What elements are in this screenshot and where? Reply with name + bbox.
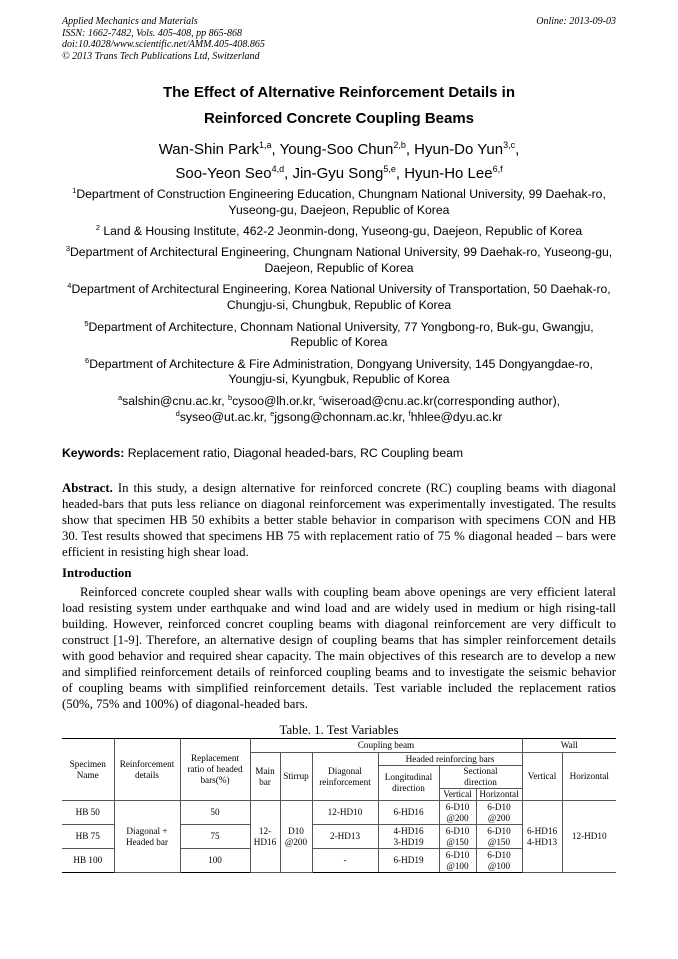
author-name: Wan-Shin Park xyxy=(158,141,259,158)
header-specimen-name: Specimen Name xyxy=(62,739,114,801)
affiliation xyxy=(62,282,616,314)
header-reinforcement-details: Reinforcement details xyxy=(114,739,180,801)
email-c[interactable]: wiseroad@cnu.ac.kr(corresponding author), xyxy=(322,393,561,408)
author-line-2: Soo-Yeon Seo$^{4,d}$, Jin-Gyu Song$^{5,e}$, Hyun-Ho Lee$^{6,f}$ xyxy=(175,164,503,182)
cell-wall-vertical: 6-HD16 4-HD13 xyxy=(522,801,562,873)
table-row xyxy=(62,801,616,825)
affiliation-text: Department of Architectural Engineering, Chungnam National University, 99 Daehak-ro, Yuseong-gu, Daejeon, Republic of Korea xyxy=(69,245,613,276)
affiliation-sup: 5 xyxy=(84,318,89,328)
author-sup: 6,f xyxy=(492,164,503,174)
cell-diagonal: 12-HD10 xyxy=(312,801,378,825)
header-main-bar: Main bar xyxy=(250,753,280,801)
cell-specimen: HB 75 xyxy=(62,825,114,849)
affiliation xyxy=(62,320,616,352)
affiliation-text: Land & Housing Institute, 462-2 Jeonmin-dong, Yuseong-gu, Daejeon, Republic of Korea xyxy=(99,224,583,239)
journal-header xyxy=(62,16,265,62)
cell-diagonal: - xyxy=(312,849,378,873)
email-sup: e xyxy=(270,408,275,418)
header-wall: Wall xyxy=(522,739,616,753)
header-sectional-horizontal: Horizontal xyxy=(476,789,522,801)
test-variables-table xyxy=(62,738,616,873)
email-d[interactable]: syseo@ut.ac.kr, xyxy=(179,409,271,424)
author-name: Soo-Yeon Seo xyxy=(175,165,272,182)
author-list xyxy=(40,138,638,186)
section-heading-introduction: Introduction xyxy=(62,566,132,580)
affiliation xyxy=(62,187,616,219)
journal-copyright: © 2013 Trans Tech Publications Ltd, Switzerland xyxy=(62,50,260,62)
keywords xyxy=(62,446,616,460)
affiliation xyxy=(62,245,616,277)
header-sectional-direction: Sectional direction xyxy=(439,766,522,789)
affiliation-text: Department of Architectural Engineering, Korea National University of Transportation, 50 Daehak-ro, Chungju-si, Chungbuk, Republic of Korea xyxy=(71,282,611,313)
title-line-2: Reinforced Concrete Coupling Beams xyxy=(203,110,475,127)
affiliation-sup: 6 xyxy=(85,355,90,365)
cell-specimen: HB 100 xyxy=(62,849,114,873)
author-sup: 1,a xyxy=(259,140,272,150)
online-date: Online: 2013-09-03 xyxy=(536,16,616,27)
cell-ratio: 50 xyxy=(180,801,250,825)
email-sup: f xyxy=(408,408,411,418)
paper-title xyxy=(40,80,638,132)
cell-ratio: 75 xyxy=(180,825,250,849)
affiliation xyxy=(62,224,616,240)
affiliation-text: Department of Architecture, Chonnam National University, 77 Yongbong-ro, Buk-gu, Gwangju, Republic of Korea xyxy=(88,319,594,350)
cell-main-bar: 12- HD16 xyxy=(250,801,280,873)
journal-doi[interactable]: doi:10.4028/www.scientific.net/AMM.405-408.865 xyxy=(62,39,265,50)
affiliation-sup: 3 xyxy=(65,244,70,254)
title-line-1: The Effect of Alternative Reinforcement Details in xyxy=(162,84,516,101)
affiliation-text: Department of Construction Engineering Education, Chungnam National University, 99 Daehak-ro, Yuseong-gu, Daejeon, Republic of Korea xyxy=(76,187,606,217)
email-sup: d xyxy=(175,408,180,418)
header-replacement-ratio: Replacement ratio of headed bars(%) xyxy=(180,739,250,801)
header-stirrup: Stirrup xyxy=(280,753,312,801)
cell-reinforcement-details: Diagonal + Headed bar xyxy=(114,801,180,873)
author-name: Hyun-Do Yun xyxy=(414,141,504,158)
header-sectional-vertical: Vertical xyxy=(439,789,476,801)
affiliation xyxy=(62,357,616,389)
email-sup: b xyxy=(227,392,233,402)
cell-specimen: HB 50 xyxy=(62,801,114,825)
author-name: Hyun-Ho Lee xyxy=(404,165,493,182)
author-sup: 5,e xyxy=(383,164,396,174)
header-wall-horizontal: Horizontal xyxy=(562,753,616,801)
table-caption: Table. 1. Test Variables xyxy=(279,723,399,737)
introduction-text: Reinforced concrete coupled shear walls with coupling beam above openings are very efficient lateral load resisting system under earthquake and wind load and are widely used in medium or high rising-tall building. However, reinforced concret coupling beams with diagonal reinforcement are very difficult to construct [1-9]. Therefore, an alternative design of coupling beams that has simpler reinforcement details with good behavior and required shear capacity. The main objectives of this research are to develop a new and simplified reinforcement details of reinforced coupling beams and to investigate the seismic behavior of coupling beams with simplified reinforcement details. Test variable included the replacement ratios (50%, 75% and 100%) of diagonal-headed bars. xyxy=(62,585,616,711)
author-sup: 3,c xyxy=(503,140,516,150)
email-sup: a xyxy=(117,392,123,402)
cell-ratio: 100 xyxy=(180,849,250,873)
cell-longitudinal: 6-HD16 xyxy=(378,801,439,825)
author-sup: 4,d xyxy=(271,164,285,174)
header-wall-vertical: Vertical xyxy=(522,753,562,801)
cell-wall-horizontal: 12-HD10 xyxy=(562,801,616,873)
cell-sectional-horizontal: 6-D10 @100 xyxy=(476,849,522,873)
header-diagonal-reinforcement: Diagonal reinforcement xyxy=(312,753,378,801)
header-coupling-beam: Coupling beam xyxy=(250,739,522,753)
cell-longitudinal: 6-HD19 xyxy=(378,849,439,873)
author-name: Young-Soo Chun xyxy=(279,141,394,158)
cell-diagonal: 2-HD13 xyxy=(312,825,378,849)
cell-sectional-vertical: 6-D10 @150 xyxy=(439,825,476,849)
author-name: Jin-Gyu Song xyxy=(292,165,384,182)
email-a[interactable]: salshin@cnu.ac.kr, xyxy=(122,393,228,408)
email-e[interactable]: jgsong@chonnam.ac.kr, xyxy=(274,409,409,424)
keywords-text: Replacement ratio, Diagonal headed-bars, RC Coupling beam xyxy=(124,446,464,460)
author-line-1: Wan-Shin Park$^{1,a}$, Young-Soo Chun$^{2,b}$, Hyun-Do Yun$^{3,c}$, xyxy=(158,140,520,158)
journal-issn: ISSN: 1662-7482, Vols. 405-408, pp 865-868 xyxy=(62,27,242,39)
affiliation-sup: 4 xyxy=(67,281,72,291)
cell-sectional-horizontal: 6-D10 @200 xyxy=(476,801,522,825)
affiliations xyxy=(62,187,616,431)
affiliation-sup: 1 xyxy=(72,186,77,195)
affiliation-sup: 2 xyxy=(95,223,100,233)
cell-sectional-vertical: 6-D10 @100 xyxy=(439,849,476,873)
header-headed-reinforcing-bars: Headed reinforcing bars xyxy=(378,753,522,766)
author-sup: 2,b xyxy=(393,140,406,150)
cell-longitudinal: 4-HD16 3-HD19 xyxy=(378,825,439,849)
email-f[interactable]: hhlee@dyu.ac.kr xyxy=(410,409,503,424)
abstract xyxy=(62,481,616,561)
cell-sectional-horizontal: 6-D10 @150 xyxy=(476,825,522,849)
abstract-label: Abstract. xyxy=(62,481,113,495)
header-longitudinal-direction: Longitudinal direction xyxy=(378,766,439,801)
email-sup: c xyxy=(319,392,323,402)
journal-name: Applied Mechanics and Materials xyxy=(62,16,198,27)
email-block xyxy=(62,394,616,426)
keywords-label: Keywords: xyxy=(62,446,125,460)
cell-sectional-vertical: 6-D10 @200 xyxy=(439,801,476,825)
cell-stirrup: D10 @200 xyxy=(280,801,312,873)
email-b[interactable]: cysoo@lh.or.kr, xyxy=(232,393,320,408)
affiliation-text: Department of Architecture & Fire Administration, Dongyang University, 145 Dongyangdae-ro, Youngju-si, Kyungbuk, Republic of Korea xyxy=(89,356,593,387)
abstract-text: In this study, a design alternative for reinforced concrete (RC) coupling beams with diagonal headed-bars that puts less reliance on diagonal reinforcement was experimentally investigated. The results show that specimen HB 50 exhibits a better stable behavior in comparison with specimens CON and HB 30. Test results showed that specimens HB 75 with replacement ratio of 75 % diagonal headed – bars were efficient in resisting high shear load. xyxy=(62,481,616,559)
